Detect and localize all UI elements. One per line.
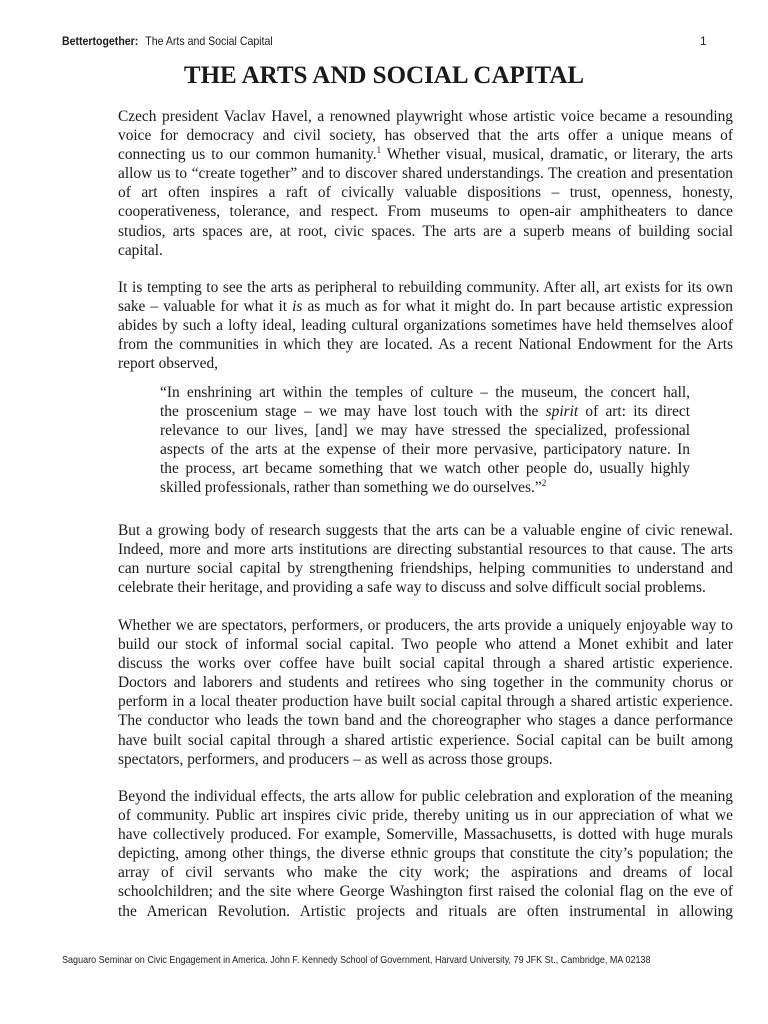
text-segment: Indeed, more and more arts institutions are directing substantial resources to that cause. The arts: [118, 541, 733, 559]
paragraph: [118, 616, 733, 769]
text-line: [118, 654, 733, 673]
text-line: [118, 164, 733, 183]
text-segment: “In enshrining art within the temples of culture – the museum, the concert hall,: [160, 384, 690, 401]
emphasis-text: is: [292, 298, 303, 316]
page-number: 1: [700, 34, 707, 48]
text-line: [118, 126, 733, 145]
text-line: [160, 440, 690, 459]
text-line: [118, 806, 733, 825]
text-segment: Beyond the individual effects, the arts allow for public celebration and exploration of the meaning: [118, 788, 733, 805]
header-brand: Bettertogether:: [62, 34, 139, 48]
paragraph: [118, 521, 733, 597]
text-line: [118, 578, 733, 597]
text-segment: of art: its direct: [578, 403, 691, 421]
running-header: [62, 34, 634, 48]
text-line: [160, 383, 690, 402]
text-segment: aspects of the arts at the expense of their more pervasive, participatory nature. In: [160, 441, 690, 459]
text-segment: connecting us to our common humanity.: [118, 146, 377, 164]
page-title: THE ARTS AND SOCIAL CAPITAL: [183, 62, 585, 89]
text-segment: It is tempting to see the arts as peripheral to rebuilding community. After all, art exists for its own: [118, 279, 733, 296]
text-line: [118, 335, 733, 354]
text-line: [118, 107, 733, 126]
text-line: [118, 145, 733, 164]
text-segment: of community. Public art inspires civic pride, thereby uniting us in our appreciation of what we: [118, 807, 733, 825]
text-segment: of art often inspires a raft of civically valuable dispositions – trust, openness, honesty,: [118, 184, 733, 202]
text-segment: voice for democracy and civil society, has observed that the arts offer a unique means of: [118, 127, 733, 145]
text-line: [118, 844, 733, 863]
text-line: [118, 202, 733, 221]
paragraph: [118, 278, 733, 373]
text-segment: spectators, performers, and producers – as well as across those groups.: [118, 750, 553, 768]
emphasis-text: spirit: [545, 403, 579, 421]
text-segment: perform in a local theater production have built social capital through a shared artistic experience.: [118, 693, 733, 711]
text-line: [118, 825, 733, 844]
text-segment: abides by such a lofty ideal, leading cultural organizations sometimes have held themselves aloof: [118, 317, 733, 335]
text-line: [118, 241, 733, 260]
text-line: [160, 421, 690, 440]
text-segment: studios, arts spaces are, at root, civic spaces. The arts are a superb means of building social: [118, 222, 733, 240]
paragraph: [118, 787, 733, 921]
text-line: [118, 354, 733, 373]
text-segment: depicting, among other things, the diverse ethnic groups that constitute the city’s population; the: [118, 845, 733, 863]
text-line: [118, 222, 733, 241]
text-line: [118, 711, 733, 730]
text-line: [118, 635, 733, 654]
text-line: [118, 297, 733, 316]
text-line: [118, 278, 733, 297]
text-line: [118, 616, 733, 635]
text-segment: from the communities in which they are located. As a recent National Endowment for the Arts: [118, 336, 733, 354]
text-segment: skilled professionals, rather than something we do ourselves.”: [160, 479, 542, 497]
text-segment: But a growing body of research suggests that the arts can be a valuable engine of civic renewal.: [118, 522, 733, 539]
text-segment: array of civil servants who make the city work; the aspirations and dreams of local: [118, 864, 733, 882]
text-segment: Czech president Vaclav Havel, a renowned playwright whose artistic voice became a resounding: [118, 108, 733, 125]
text-line: [118, 787, 733, 806]
text-segment: the process, art became something that we watch other people do, usually highly: [160, 460, 690, 478]
text-segment: Whether we are spectators, performers, or producers, the arts provide a uniquely enjoyable way to: [118, 617, 733, 634]
text-segment: have collectively produced. For example, Somerville, Massachusetts, is dotted with huge murals: [118, 826, 733, 844]
header-doc-title: The Arts and Social Capital: [145, 34, 273, 48]
text-segment: the proscenium stage – we may have lost touch with the: [160, 403, 546, 421]
text-segment: relevance to our lives, [and] we may have stressed the specialized, professional: [160, 422, 690, 440]
text-line: [118, 750, 733, 769]
text-segment: the American Revolution. Artistic projects and rituals are often instrumental in allowing: [118, 902, 733, 920]
text-segment: The conductor who leads the town band and the choreographer who stages a dance performance: [118, 712, 733, 730]
text-segment: as much as for what it might do. In part because artistic expression: [302, 298, 733, 316]
text-line: [118, 902, 733, 921]
text-line: [118, 673, 733, 692]
text-segment: allow us to “create together” and to discover shared understandings. The creation and presentation: [118, 165, 733, 183]
text-segment: can nurture social capital by strengthening friendships, helping communities to understand and: [118, 560, 733, 578]
footnote-marker: 1: [376, 145, 382, 156]
text-segment: celebrate their heritage, and providing a safe way to discuss and solve difficult social problems.: [118, 579, 706, 597]
text-segment: have built social capital through a shared artistic experience. Social capital can be built among: [118, 731, 733, 749]
text-line: [160, 459, 690, 478]
text-line: [118, 882, 733, 901]
text-line: [118, 316, 733, 335]
text-segment: report observed,: [118, 355, 219, 373]
block-quote: [160, 383, 690, 498]
text-line: [160, 478, 690, 497]
footnote-marker: 2: [541, 478, 547, 489]
text-segment: discuss the works over coffee have built social capital through a shared artistic experience.: [118, 655, 733, 673]
text-segment: Doctors and laborers and students and retirees who sing together in the community chorus or: [118, 674, 733, 692]
paragraph: [118, 107, 733, 260]
text-line: [118, 692, 733, 711]
text-line: [118, 521, 733, 540]
text-line: [160, 402, 690, 421]
text-line: [118, 731, 733, 750]
text-segment: cooperativeness, tolerance, and respect. From museums to open-air amphitheaters to dance: [118, 203, 733, 221]
text-line: [118, 540, 733, 559]
text-line: [118, 863, 733, 882]
text-segment: capital.: [118, 241, 163, 259]
text-segment: schoolchildren; and the site where George Washington first raised the colonial flag on the eve of: [118, 883, 733, 901]
text-line: [118, 183, 733, 202]
page-footer: Saguaro Seminar on Civic Engagement in America. John F. Kennedy School of Government, Harvard University, 79 JFK St., Cambridge, MA 02138: [62, 954, 651, 966]
text-segment: Whether visual, musical, dramatic, or literary, the arts: [381, 146, 733, 164]
text-segment: sake – valuable for what it: [118, 298, 293, 316]
text-line: [118, 559, 733, 578]
text-segment: build our stock of informal social capital. Two people who attend a Monet exhibit and later: [118, 636, 733, 654]
